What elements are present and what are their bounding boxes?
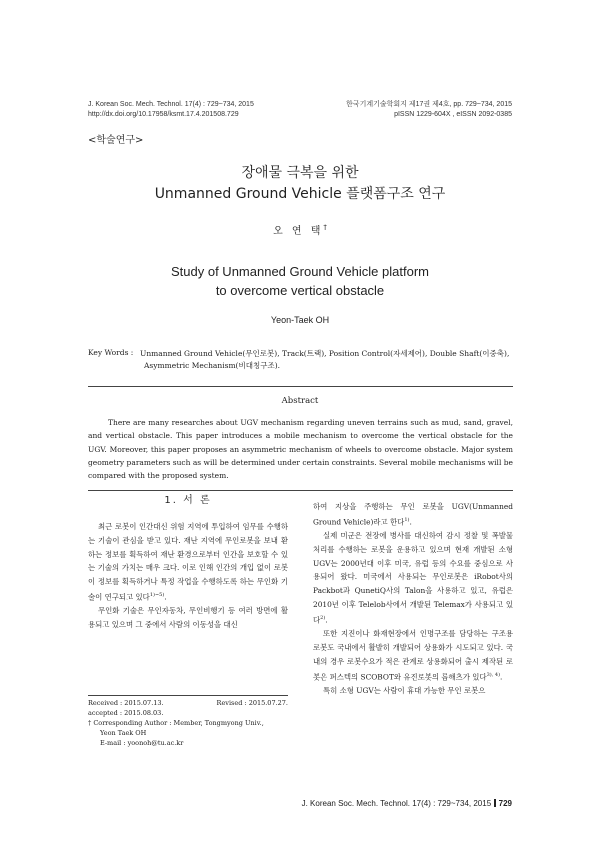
korean-author-name: 오 연 택 [273, 226, 324, 237]
keywords-text: Unmanned Ground Vehicle(무인로봇), Track(트랙), Position Control(자세제어), Double Shaft(이중축), Asymmetric Mechanism(비대칭구조). [140, 349, 510, 370]
reference-marker: 2) [320, 614, 326, 621]
doi-link[interactable]: http://dx.doi.org/10.17958/ksmt.17.4.201508.729 [88, 111, 239, 118]
abstract-text: There are many researches about UGV mechanism regarding uneven terrains such as mud, sand, gravel, and vertical obstacle. This paper introduces a mobile mechanism to overcome the vertical obstacle for the UGV. Moreover, this paper proposes an asymmetric mechanism of wheels to overcome obstacle. Major system geometry parameters such as will be determined under certain constraints. Several mobile mechanisms will be compared with the proposed system. [88, 418, 513, 481]
right-column [313, 500, 513, 698]
footer-citation: J. Korean Soc. Mech. Technol. 17(4) : 729~734, 2015 [301, 799, 492, 808]
right-paragraph-2: 또한 지진이나 화재현장에서 인명구조를 담당하는 구조용 로봇도 국내에서 활발히 개발되어 상용화가 시도되고 있다. 국내의 경우 로봇수요가 적은 관계로 상용화되어 출시 제작된 로봇은 퍼스텍의 SCOBOT와 유진로봇의 롭해츠가 있다$^{3), 4)}$. [313, 629, 513, 681]
journal-korean-header [272, 100, 512, 120]
english-title-line1: Study of Unmanned Ground Vehicle platform [171, 264, 429, 279]
korean-citation-line: 한국기계기술학회지 제17권 제4호, pp. 729~734, 2015 [346, 101, 512, 108]
footer-divider [494, 799, 496, 807]
corresponding-author-mark: † [323, 223, 327, 232]
right-paragraph-0: 하여 지상을 주행하는 무인 로봇을 UGV(Unmanned Ground Vehicle)라고 한다$^{1)}$. [313, 502, 513, 527]
revised-date: Revised : 2015.07.27. [216, 699, 288, 707]
page-number: 729 [498, 799, 512, 808]
abstract-top-rule [88, 386, 513, 387]
korean-title-line1: 장애물 극복을 위한 [241, 165, 359, 181]
reference-marker: 3), 4) [486, 671, 501, 678]
author-name: Yeon Taek OH [100, 729, 147, 737]
reference-marker: 1) [404, 516, 410, 523]
korean-title-line2: Unmanned Ground Vehicle 플랫폼구조 연구 [154, 186, 446, 202]
right-paragraph-1: 실제 미군은 전장에 병사를 대신하여 감시 정찰 및 폭발물 처리를 수행하는 로봇을 운용하고 있으며 현재 개발된 소형 UGV는 2000년대 이후 미국, 유럽 등의 수요를 중심으로 사용되어 왔다. 미국에서 사용되는 무인로봇은 iRobot사의 Packbot과 QunetiQ사의 Talon을 사용하고 있고, 유럽은 2010년 이후 Telelob사에서 개발된 Telemax가 사용되고 있다$^{2)}$. [313, 531, 513, 625]
reference-marker: 1)~5) [149, 591, 165, 598]
accepted-date: accepted : 2015.08.03. [88, 709, 164, 717]
section-tag: <학술연구> [88, 135, 144, 146]
issn-line: pISSN 1229-604X , eISSN 2092-0385 [394, 111, 512, 118]
corresponding-author: † Corresponding Author : Member, Tongmyong Univ., [88, 719, 264, 727]
korean-title [0, 163, 600, 205]
keywords-label: Key Words : [88, 348, 134, 357]
footnote-rule [88, 695, 288, 696]
left-paragraph-2: 무인화 기술은 무인자동차, 무인비행기 등 여러 방면에 활용되고 있으며 그 중에서 사람의 이동성을 대신 [88, 606, 288, 630]
author-email[interactable]: E-mail : yoonoh@tu.ac.kr [100, 739, 184, 747]
english-title [0, 262, 600, 300]
page-footer [302, 799, 512, 808]
korean-author [0, 222, 600, 237]
abstract-title: Abstract [281, 396, 319, 406]
section-1-heading: 1. 서 론 [164, 495, 212, 506]
english-author: Yeon-Taek OH [270, 315, 330, 325]
left-column [88, 520, 288, 632]
footnote [88, 698, 288, 748]
right-paragraph-3: 특히 소형 UGV는 사람이 휴대 가능한 무인 로봇으 [323, 685, 486, 695]
received-date: Received : 2015.07.13. [88, 699, 164, 707]
citation-line: J. Korean Soc. Mech. Technol. 17(4) : 729~734, 2015 [88, 101, 254, 108]
left-paragraph-1: 최근 로봇이 인간대신 위험 지역에 투입하여 임무를 수행하는 기술이 관심을 받고 있다. 재난 지역에 무인로봇을 보내 환하는 정보를 획득하여 재난 환경으로부터 인간을 보호할 수 있는 기술의 가치는 매우 크다. 이로 인해 인간의 개입 없이 로봇이 정보를 획득하거나 특정 작업을 수행하도록 하는 무인화 기술이 연구되고 있다$^{1)\sim 5)}$. [88, 522, 288, 602]
english-title-line2: to overcome vertical obstacle [215, 283, 385, 298]
